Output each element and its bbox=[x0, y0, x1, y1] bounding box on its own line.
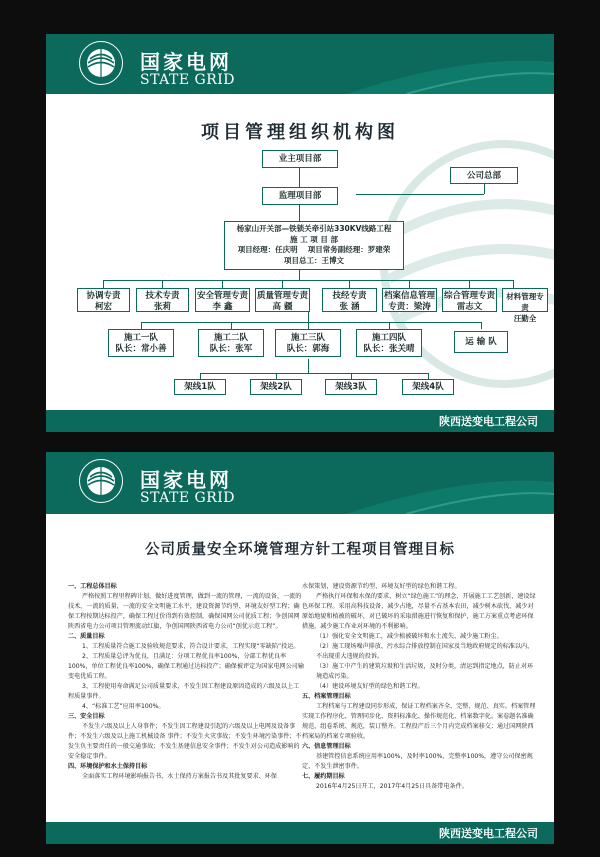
header-band bbox=[46, 452, 554, 514]
org-box-owner: 业主项目部 bbox=[262, 150, 338, 168]
team-leader: 队长：张军 bbox=[209, 344, 253, 354]
footer-band bbox=[46, 410, 554, 432]
connector-line bbox=[308, 322, 309, 329]
org-box-specialist bbox=[382, 288, 437, 312]
section-heading: 五、档案管理目标 bbox=[302, 693, 351, 700]
section-paragraph: （1）强化安全文明施工，减少植被破坏和水土流失、减少施工粉尘。 bbox=[316, 633, 503, 640]
connector-line bbox=[299, 168, 300, 187]
brand-name-cn: 国家电网 bbox=[140, 50, 232, 74]
section-paragraph: （4）建设环境友好型的绿色和谐工程。 bbox=[316, 683, 424, 690]
section-paragraph: （2）施工现场噪声排放、污水综合排放控制在国家及当地政府规定的标准以内，不出现重大违规的投诉。 bbox=[316, 643, 534, 660]
specialist-name: 汪勤全 bbox=[513, 314, 537, 323]
section-paragraph: 全面落实工程环境影响报告书、水土保持方案报告书及其批复要求、环保 bbox=[82, 773, 277, 780]
connector-line bbox=[162, 280, 163, 288]
team-leader: 队长：常小善 bbox=[115, 344, 167, 354]
org-box-crew: 架线1队 bbox=[174, 379, 226, 395]
org-box-crew: 架线2队 bbox=[250, 379, 302, 395]
specialist-name: 李 鑫 bbox=[212, 302, 233, 312]
section-heading: 六、信息管理目标 bbox=[302, 743, 351, 750]
specialist-role: 质量管理专责 bbox=[256, 291, 308, 301]
org-box-company-hq: 公司总部 bbox=[450, 167, 518, 184]
connector-line bbox=[282, 280, 283, 288]
org-box-specialist bbox=[442, 288, 497, 312]
connector-line bbox=[103, 280, 104, 288]
specialist-name: 专责：梁涛 bbox=[388, 302, 431, 312]
section-heading: 一、工程总体目标 bbox=[68, 583, 117, 590]
org-box-transport: 运 输 队 bbox=[454, 331, 508, 353]
connector-line bbox=[308, 359, 309, 373]
connector-line bbox=[513, 280, 514, 288]
company-name-footer: 陕西送变电工程公司 bbox=[439, 827, 538, 840]
connector-line bbox=[356, 194, 484, 195]
section-heading: 四、环境保护和水土保持目标 bbox=[68, 763, 148, 770]
state-grid-logo-icon bbox=[78, 458, 124, 504]
org-chart-board bbox=[46, 34, 554, 432]
section-paragraph: 基建管控信息系统应用率100%，及时率100%，完整率100%，遵守公司保密规定，不发生泄密事件。 bbox=[302, 753, 533, 770]
specialist-role: 技经专责 bbox=[332, 291, 367, 301]
connector-line bbox=[200, 373, 428, 374]
section-paragraph: 严格执行环保和水保的要求，树立“绿色施工”的理念，开展施工工艺创新，建设绿色环保工程。采用高科技设备，减少占地，尽量不占基本农田，减少树木砍伐，减少对原始地貌和植被的破坏，对已破坏的采取措施进行恢复和保护，施工方案重点考虑环保措施，减少施工作业对环境的不利影响。 bbox=[302, 593, 536, 630]
goals-title: 公司质量安全环境管理方针工程项目管理目标 bbox=[145, 542, 455, 558]
section-paragraph: 不发生六级及以上人身事件；不发生因工程建设引起的六级及以上电网及设备事件；不发生六级及以上施工机械设备 事件；不发生火灾事故；不发生环境污染事件；不发生负主要责任的一般交通事故；不发生基建信息安全事件；不发生对公司造成影响的安全稳定事件。 bbox=[68, 723, 302, 760]
specialist-name: 柯宏 bbox=[94, 302, 112, 312]
brand-name-en: STATE GRID bbox=[140, 72, 235, 88]
team-leader: 队长：张关晴 bbox=[363, 344, 415, 354]
connector-line bbox=[299, 205, 300, 221]
section-heading: 二、质量目标 bbox=[68, 633, 105, 640]
project-dept-label: 施 工 项 目 部 bbox=[290, 234, 338, 244]
org-box-team bbox=[275, 329, 341, 357]
section-paragraph: 3、工程使用寿命满足公司质量要求，不发生因工程建设原因造成的六级及以上工程质量事件。 bbox=[68, 683, 300, 700]
section-paragraph: 4、“标准工艺”应用率100%。 bbox=[82, 703, 165, 710]
connector-line bbox=[141, 322, 142, 329]
team-leader: 队长：郭海 bbox=[286, 344, 330, 354]
section-heading: 七、履约期目标 bbox=[302, 773, 345, 780]
org-box-specialist bbox=[77, 288, 130, 312]
org-box-team bbox=[198, 329, 264, 357]
specialist-role: 技术专责 bbox=[145, 291, 180, 301]
section-paragraph: 水保策划，建设资源节约型、环境友好型的绿色和谐工程。 bbox=[302, 583, 461, 590]
section-paragraph: 2、工程质量总评为优良，且满足：分项工程优良率100%，分部工程优良率100%，单位工程优良率100%，确保工程通过达标投产；确保被评定为国家电网公司输变电优质工程。 bbox=[68, 653, 304, 680]
specialist-role: 协调专责 bbox=[86, 291, 121, 301]
org-box-specialist bbox=[195, 288, 250, 312]
brand-name-en: STATE GRID bbox=[140, 490, 235, 506]
org-box-specialist bbox=[136, 288, 189, 312]
connector-line bbox=[231, 322, 232, 329]
project-managers: 项目经理：任庆明 项目常务副经理：罗建荣 bbox=[237, 245, 391, 254]
org-box-specialist bbox=[322, 288, 377, 312]
org-chart-title: 项目管理组织机构图 bbox=[201, 122, 399, 143]
section-paragraph: 1、工程质量符合施工及验收规范要求，符合设计要求，工程实现“零缺陷”投运。 bbox=[82, 643, 300, 650]
state-grid-logo-icon bbox=[78, 40, 124, 86]
specialist-role: 材料管理专责 bbox=[506, 292, 544, 312]
goals-column-right bbox=[302, 582, 538, 792]
team-name: 施工二队 bbox=[213, 333, 248, 343]
org-box-project-dept bbox=[224, 221, 404, 270]
org-box-team bbox=[356, 329, 422, 357]
company-name-footer: 陕西送变电工程公司 bbox=[439, 415, 538, 428]
connector-line bbox=[409, 280, 410, 288]
connector-line bbox=[103, 280, 513, 281]
connector-line bbox=[469, 280, 470, 288]
section-paragraph: 严格按照工程里程碑计划，做好进度管理，做到一流的管理，一流的设备，一流的技术，一流的质量，一流的安全文明施工水平，建设资源节约型、环境友好型工程；确保工程按期达标投产，确保工程过价得到有效控制，确保国网公司优质工程；争创国网陕西省电力公司项目管理流动红旗，争创国网陕西省电力公司“创优示范工程”。 bbox=[68, 593, 302, 630]
brand-name-cn: 国家电网 bbox=[140, 468, 232, 492]
section-heading: 三、安全目标 bbox=[68, 713, 105, 720]
connector-line bbox=[349, 280, 350, 288]
connector-line bbox=[222, 280, 223, 288]
connector-line bbox=[299, 270, 300, 280]
team-name: 施工三队 bbox=[290, 333, 325, 343]
project-name: 杨家山开关部—铁锁关牵引站330KV线路工程 bbox=[236, 224, 392, 233]
section-paragraph: 2016年4月25日开工，2017年4月25日具备带电条件。 bbox=[316, 783, 468, 790]
connector-line bbox=[481, 322, 482, 329]
org-box-team bbox=[108, 329, 174, 357]
header-band bbox=[46, 34, 554, 94]
project-chief-engineer: 项目总工：王博文 bbox=[284, 255, 344, 265]
management-goals-board bbox=[46, 452, 554, 844]
specialist-name: 张莉 bbox=[153, 302, 171, 312]
connector-line bbox=[308, 312, 309, 322]
specialist-name: 高 疆 bbox=[272, 302, 293, 312]
specialist-name: 张 涵 bbox=[339, 302, 360, 312]
team-name: 施工一队 bbox=[123, 333, 158, 343]
section-paragraph: 工程档案与工程建设同步形成，保证工程档案齐全、完整、规范、真实。档案管理实现工作程序化、管理同步化、资料标准化、操作规范化、档案数字化。案卷题名准确规范，组卷系统、规范，装订整齐。工程投产后三个月内完成档案移交；通过国网陕西档案局的档案专项验收。 bbox=[302, 703, 536, 740]
org-box-specialist bbox=[502, 288, 548, 323]
footer-band bbox=[46, 822, 554, 844]
org-box-specialist bbox=[255, 288, 310, 312]
connector-line bbox=[484, 184, 485, 194]
org-box-crew: 架线3队 bbox=[325, 379, 377, 395]
specialist-name: 雷志文 bbox=[456, 302, 483, 312]
team-name: 施工四队 bbox=[371, 333, 406, 343]
specialist-role: 综合管理专责 bbox=[443, 291, 495, 301]
specialist-role: 安全管理专责 bbox=[196, 291, 248, 301]
org-box-crew: 架线4队 bbox=[402, 379, 454, 395]
connector-line bbox=[141, 322, 481, 323]
section-paragraph: （3）施工中产生的建筑垃圾和生活垃圾，及时分类，清运到指定地点，防止对环境造成污染。 bbox=[316, 663, 534, 680]
connector-line bbox=[389, 322, 390, 329]
specialist-role: 档案信息管理 bbox=[383, 291, 435, 301]
org-box-supervision: 监理项目部 bbox=[262, 187, 338, 205]
goals-column-left bbox=[68, 582, 304, 782]
